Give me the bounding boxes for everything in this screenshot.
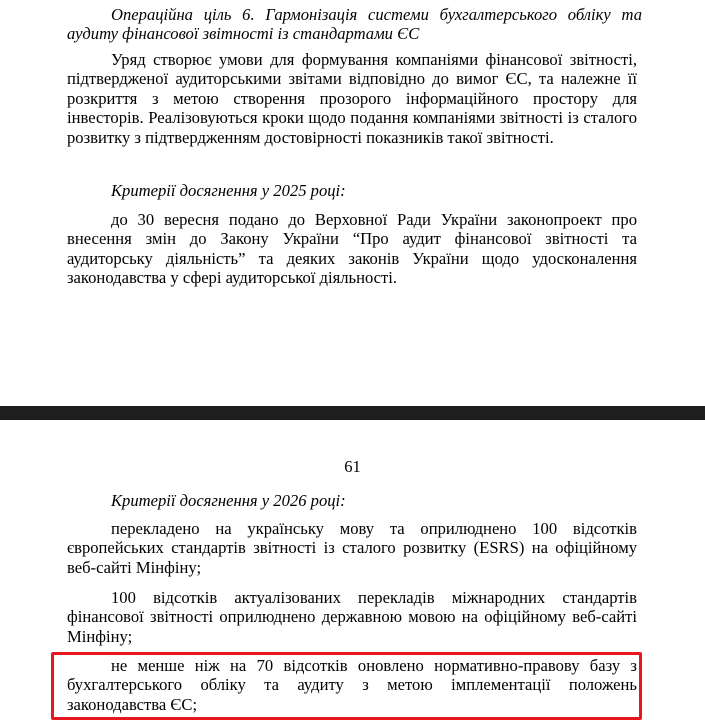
criteria-2025-heading: Критерії досягнення у 2025 році: (111, 181, 346, 200)
page-break-divider (0, 406, 705, 420)
paragraph-esrs-translation: перекладено на українську мову та оприлюднено 100 відсотків європейських стандартів звітності із сталого розвитку (ESRS) на офіційному веб-сайті Мінфіну; (67, 519, 637, 577)
document-page-bottom (0, 420, 705, 724)
paragraph-draft-law: до 30 вересня подано до Верховної Ради України законопроект про внесення змін до Закону України “Про аудит фінансової звітності та аудиторську діяльність” та деяких законів України щодо удосконалення законодавства у сфері аудиторської діяльності. (67, 210, 637, 288)
operational-goal-heading: Операційна ціль 6. Гармонізація системи бухгалтерського обліку та аудиту фінансової звітності із стандартами ЄС (67, 5, 642, 44)
criteria-2026-heading: Критерії досягнення у 2026 році: (111, 491, 346, 510)
paragraph-government-conditions: Уряд створює умови для формування компаніями фінансової звітності, підтвердженої аудиторськими звітами відповідно до вимог ЄС, та належне її розкриття з метою створення прозорого інформаційного простору для інвесторів. Реалізовуються кроки щодо подання компаніями звітності із сталого розвитку з підтвердженням достовірності показників такої звітності. (67, 50, 637, 147)
paragraph-regulatory-update: не менше ніж на 70 відсотків оновлено нормативно-правову базу з бухгалтерського обліку та аудиту з метою імплементації положень законодавства ЄС; (67, 656, 637, 714)
paragraph-ifrs-translations: 100 відсотків актуалізованих перекладів міжнародних стандартів фінансової звітності оприлюднено державною мовою на офіційному веб-сайті Мінфіну; (67, 588, 637, 646)
page-number: 61 (344, 457, 361, 476)
